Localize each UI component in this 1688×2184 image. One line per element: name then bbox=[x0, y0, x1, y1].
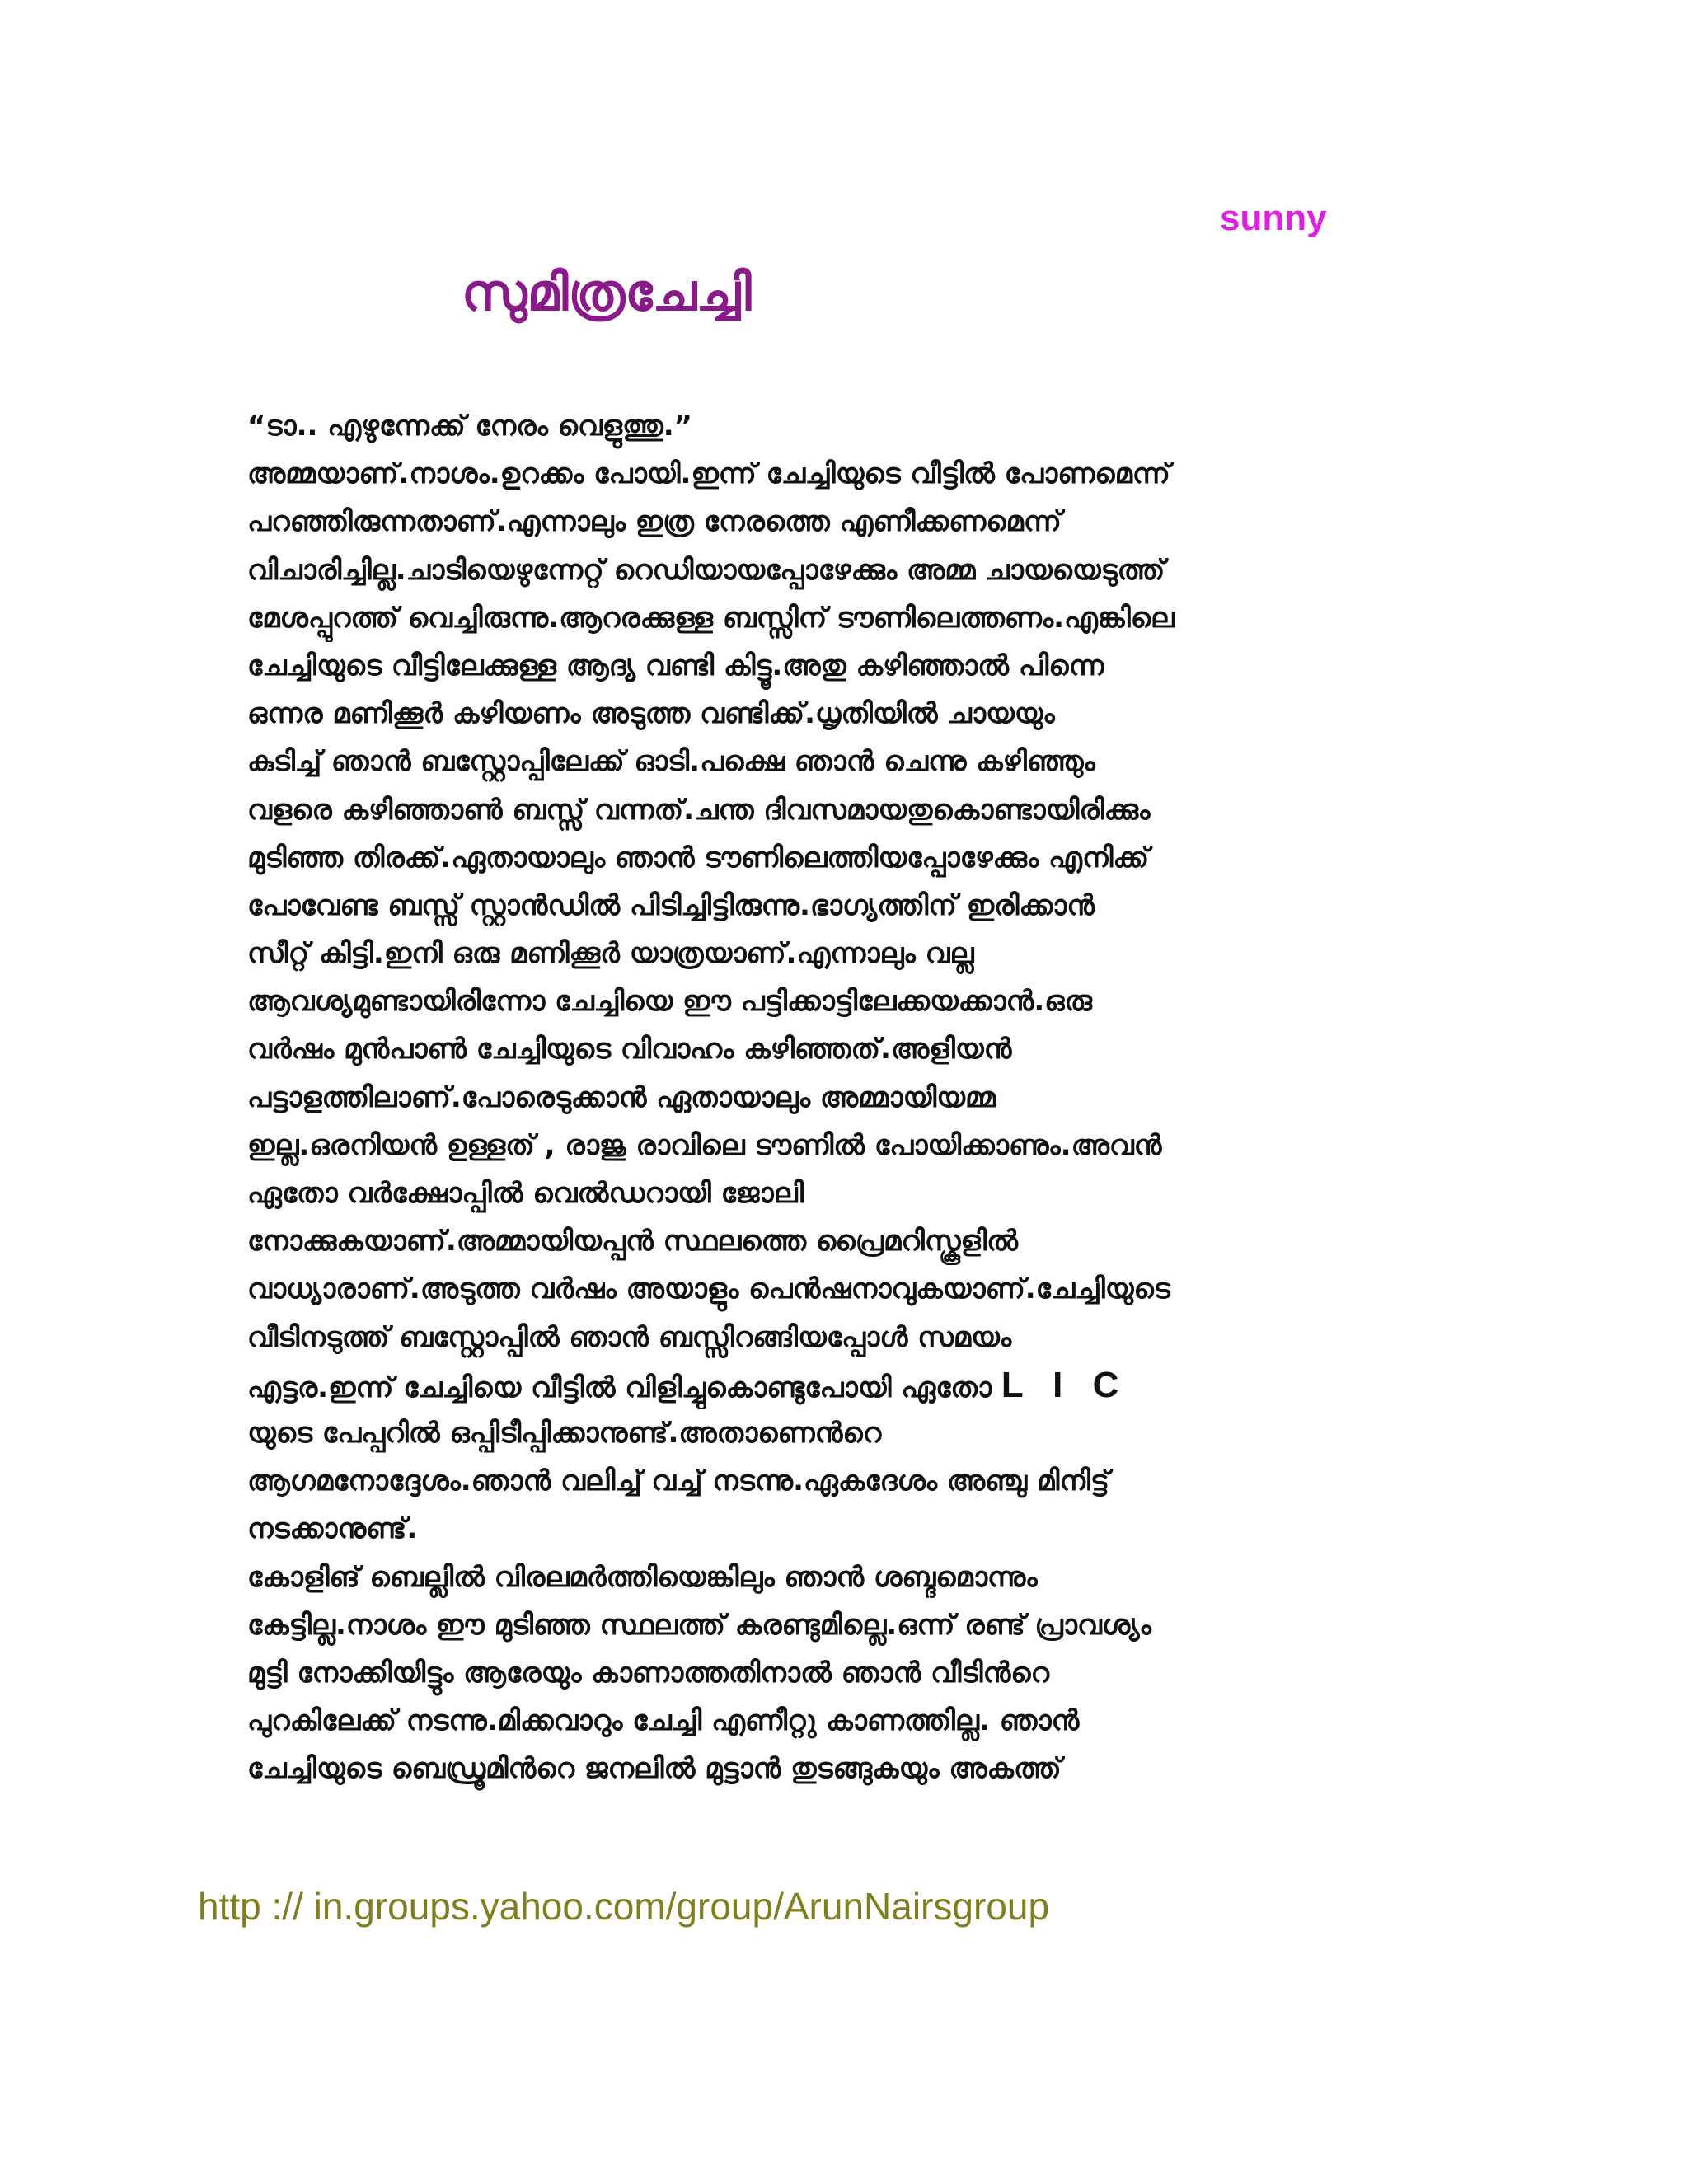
story-line: വാധ്യാരാണ്.അടുത്ത വര്‍ഷം അയാളും പെന്‍ഷനാവുകയാണ്.ചേച്ചിയുടെ bbox=[247, 1272, 1170, 1306]
story-line: കോളിങ് ബെല്ലില്‍ വിരലമര്‍ത്തിയെങ്കിലും ഞാന്‍ ശബ്ദമൊന്നും bbox=[247, 1560, 1038, 1594]
story-line: പോവേണ്ട ബസ്സ് സ്റ്റാന്‍ഡില്‍ പിടിച്ചിട്ടിരുന്നു.ഭാഗ്യത്തിന് ഇരിക്കാന്‍ bbox=[247, 888, 1095, 922]
story-line-lic-prefix: എട്ടര.ഇന്ന് ചേച്ചിയെ വീട്ടില്‍ വിളിച്ചുകൊണ്ടുപോയി ഏതോ bbox=[247, 1371, 1001, 1404]
story-line: ഒന്നര മണിക്കൂര്‍ കഴിയണം അടുത്ത വണ്ടിക്ക്.ധൃതിയില്‍ ചായയും bbox=[247, 697, 1055, 731]
story-line: ചേച്ചിയുടെ ബെഡ്രൂമിന്‍റെ ജനലില്‍ മുട്ടാന്‍ തുടങ്ങുകയും അകത്ത് bbox=[247, 1752, 1062, 1786]
story-line: “ടാ.. എഴുന്നേക്ക് നേരം വെളുത്തു.” bbox=[247, 410, 692, 443]
story-line: സീറ്റ് കിട്ടി.ഇനി ഒരു മണിക്കൂര്‍ യാത്രയാണ്.എന്നാലും വല്ല bbox=[247, 937, 974, 971]
story-line: വര്‍ഷം മുന്‍പാണ്‍ ചേച്ചിയുടെ വിവാഹം കഴിഞ്ഞത്.അളിയന്‍ bbox=[247, 1033, 1012, 1066]
page-title: സുമിത്രചേച്ചി bbox=[462, 262, 752, 322]
story-line: ഇല്ല.ഒരനിയന്‍ ഉള്ളത് , രാജു രാവിലെ ടൗണില്‍ പോയിക്കാണും.അവന്‍ bbox=[247, 1128, 1162, 1162]
story-line: ചേച്ചിയുടെ വീട്ടിലേക്കുള്ള ആദ്യ വണ്ടി കിട്ടൂ.അതു കഴിഞ്ഞാല്‍ പിന്നെ bbox=[247, 649, 1104, 682]
story-line: ആവശ്യമുണ്ടായിരിന്നോ ചേച്ചിയെ ഈ പട്ടിക്കാട്ടിലേക്കയക്കാന്‍.ഒരു bbox=[247, 985, 1092, 1019]
story-line: നടക്കാനുണ്ട്. bbox=[247, 1512, 418, 1546]
story-line: ഏതോ വര്‍ക്ഷോപ്പില്‍ വെല്‍ഡറായി ജോലി bbox=[247, 1177, 804, 1210]
story-line: കേട്ടില്ല.നാശം ഈ മുടിഞ്ഞ സ്ഥലത്ത് കരണ്ടുമില്ലെ.ഒന്ന് രണ്ട് പ്രാവശ്യം bbox=[247, 1608, 1151, 1642]
lic-abbreviation: L I C bbox=[1001, 1364, 1129, 1405]
story-line: വിചാരിച്ചില്ല.ചാടിയെഴുന്നേറ്റ് റെഡിയായപ്പോഴേക്കും അമ്മ ചായയെടുത്ത് bbox=[247, 553, 1165, 587]
story-line: മുടിഞ്ഞ തിരക്ക്.ഏതായാലും ഞാന്‍ ടൗണിലെത്തിയപ്പോഴേക്കും എനിക്ക് bbox=[247, 841, 1150, 874]
story-line: നോക്കുകയാണ്.അമ്മായിയപ്പന്‍ സ്ഥലത്തെ പ്രൈമറിസ്കൂളില്‍ bbox=[247, 1225, 1018, 1258]
story-line: ആഗമനോദ്ദേശം.ഞാന്‍ വലിച്ച് വച്ച് നടന്നു.ഏകദേശം അഞ്ചു മിനിട്ട് bbox=[247, 1465, 1109, 1498]
story-line: പട്ടാളത്തിലാണ്.പോരെടുക്കാന്‍ ഏതായാലും അമ്മായിയമ്മ bbox=[247, 1080, 996, 1114]
story-line: വളരെ കഴിഞ്ഞാണ്‍ ബസ്സ് വന്നത്.ചന്ത ദിവസമായതുകൊണ്ടായിരിക്കും bbox=[247, 793, 1151, 827]
story-line: പറഞ്ഞിരുന്നതാണ്.എന്നാലും ഇത്ര നേരത്തെ എണീക്കണമെന്ന് bbox=[247, 505, 1062, 539]
story-line: അമ്മയാണ്.നാശം.ഉറക്കം പോയി.ഇന്ന് ചേച്ചിയുടെ വീട്ടില്‍ പോണമെന്ന് bbox=[247, 457, 1170, 491]
story-line-lic bbox=[247, 1361, 1451, 1409]
group-url-link[interactable]: http :// in.groups.yahoo.com/group/ArunNairsgroup bbox=[198, 1885, 1050, 1928]
story-body bbox=[247, 402, 1451, 1793]
story-line: മുട്ടി നോക്കിയിട്ടും ആരേയും കാണാത്തതിനാല്‍ ഞാന്‍ വീടിന്‍റെ bbox=[247, 1656, 1050, 1690]
story-line: കുടിച്ച് ഞാന്‍ ബസ്റ്റോപ്പിലേക്ക് ഓടി.പക്ഷെ ഞാന്‍ ചെന്നു കഴിഞ്ഞും bbox=[247, 745, 1095, 779]
page-author: sunny bbox=[1220, 198, 1327, 238]
story-line: പുറകിലേക്ക് നടന്നു.മിക്കവാറും ചേച്ചി എണീറ്റു കാണത്തില്ല. ഞാന്‍ bbox=[247, 1704, 1080, 1738]
story-line: യുടെ പേപ്പറില്‍ ഒപ്പിടീപ്പിക്കാനുണ്ട്.അതാണെന്‍റെ bbox=[247, 1416, 882, 1450]
story-line: വീടിനടുത്ത് ബസ്റ്റോപ്പില്‍ ഞാന്‍ ബസ്സിറങ്ങിയപ്പോള്‍ സമയം bbox=[247, 1320, 1012, 1354]
story-line: മേശപ്പുറത്ത് വെച്ചിരുന്നു.ആറരക്കുള്ള ബസ്സിന് ടൗണിലെത്തണം.എങ്കിലെ bbox=[247, 601, 1175, 635]
